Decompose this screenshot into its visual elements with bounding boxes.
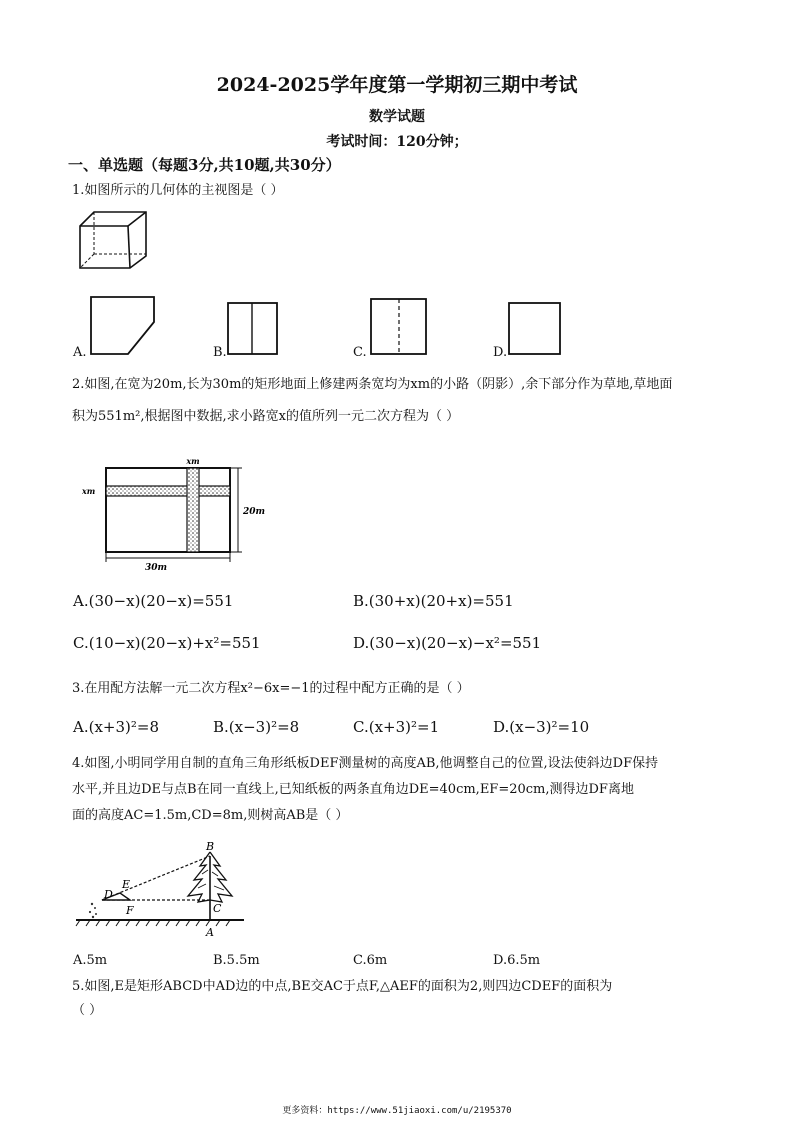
q1-option-d-figure bbox=[508, 302, 562, 356]
q1-option-b-figure bbox=[227, 302, 279, 356]
q1-option-b-label: B. bbox=[213, 345, 227, 360]
q4-tree-figure bbox=[76, 838, 246, 938]
q3-option-d: D.(x−3)²=10 bbox=[493, 718, 590, 736]
question-5-stem-line1: 5.如图,E是矩形ABCD中AD边的中点,BE交AC于点F,△AEF的面积为2,则四边CDEF的面积为 bbox=[72, 979, 613, 994]
question-3-stem: 3.在用配方法解一元二次方程x²−6x=−1的过程中配方正确的是（ ） bbox=[72, 681, 470, 696]
q4-option-a: A.5m bbox=[73, 953, 108, 968]
question-2-stem-line2: 积为551m²,根据图中数据,求小路宽x的值所列一元二次方程为（ ） bbox=[72, 409, 460, 424]
q3-option-a: A.(x+3)²=8 bbox=[73, 718, 160, 736]
q1-solid-figure bbox=[78, 208, 158, 278]
question-2-stem-line1: 2.如图,在宽为20m,长为30m的矩形地面上修建两条宽均为xm的小路（阴影）,余下部分作为草地,草地面 bbox=[72, 377, 673, 392]
exam-title: 2024-2025学年度第一学期初三期中考试 bbox=[216, 74, 578, 96]
q4-label-c: C bbox=[213, 902, 222, 915]
q4-label-b: B bbox=[206, 840, 215, 853]
q3-option-c: C.(x+3)²=1 bbox=[353, 718, 440, 736]
question-4-stem-line2: 水平,并且边DE与点B在同一直线上,已知纸板的两条直角边DE=40cm,EF=20cm,测得边DF离地 bbox=[72, 782, 634, 797]
q2-label-top: xm bbox=[186, 456, 200, 466]
q4-option-c: C.6m bbox=[353, 953, 388, 968]
section-heading: 一、单选题（每题3分,共10题,共30分） bbox=[68, 156, 341, 174]
footer-link[interactable]: 更多资料：https://www.51jiaoxi.com/u/2195370 bbox=[282, 1106, 512, 1116]
q2-label-bottom: 30m bbox=[144, 563, 168, 573]
question-4-stem-line1: 4.如图,小明同学用自制的直角三角形纸板DEF测量树的高度AB,他调整自己的位置,设法使斜边DF保持 bbox=[72, 756, 659, 771]
q2-option-d: D.(30−x)(20−x)−x²=551 bbox=[353, 634, 542, 652]
q4-label-d: D bbox=[104, 888, 113, 901]
question-5-stem-line2: （ ） bbox=[72, 1003, 103, 1018]
q4-option-b: B.5.5m bbox=[213, 953, 260, 968]
q2-road-figure bbox=[80, 452, 265, 572]
q4-option-d: D.6.5m bbox=[493, 953, 541, 968]
q1-option-a-label: A. bbox=[73, 345, 87, 360]
question-4-stem-line3: 面的高度AC=1.5m,CD=8m,则树高AB是（ ） bbox=[72, 808, 349, 823]
q1-option-c-label: C. bbox=[353, 345, 367, 360]
q2-option-a: A.(30−x)(20−x)=551 bbox=[73, 592, 234, 610]
subject-title: 数学试题 bbox=[369, 109, 425, 125]
q3-option-b: B.(x−3)²=8 bbox=[213, 718, 300, 736]
q2-option-b: B.(30+x)(20+x)=551 bbox=[353, 592, 514, 610]
q2-option-c: C.(10−x)(20−x)+x²=551 bbox=[73, 634, 261, 652]
q4-label-f: F bbox=[126, 904, 134, 917]
q1-option-d-label: D. bbox=[493, 345, 508, 360]
q2-label-left: xm bbox=[82, 486, 96, 496]
q1-option-c-figure bbox=[370, 298, 428, 356]
q2-label-right: 20m bbox=[243, 507, 266, 517]
question-1-stem: 1.如图所示的几何体的主视图是（ ） bbox=[72, 183, 284, 198]
q4-label-a: A bbox=[206, 926, 214, 939]
exam-time: 考试时间：120分钟； bbox=[326, 134, 468, 150]
q1-option-a-figure bbox=[90, 296, 160, 358]
q4-label-e: E bbox=[122, 878, 131, 891]
